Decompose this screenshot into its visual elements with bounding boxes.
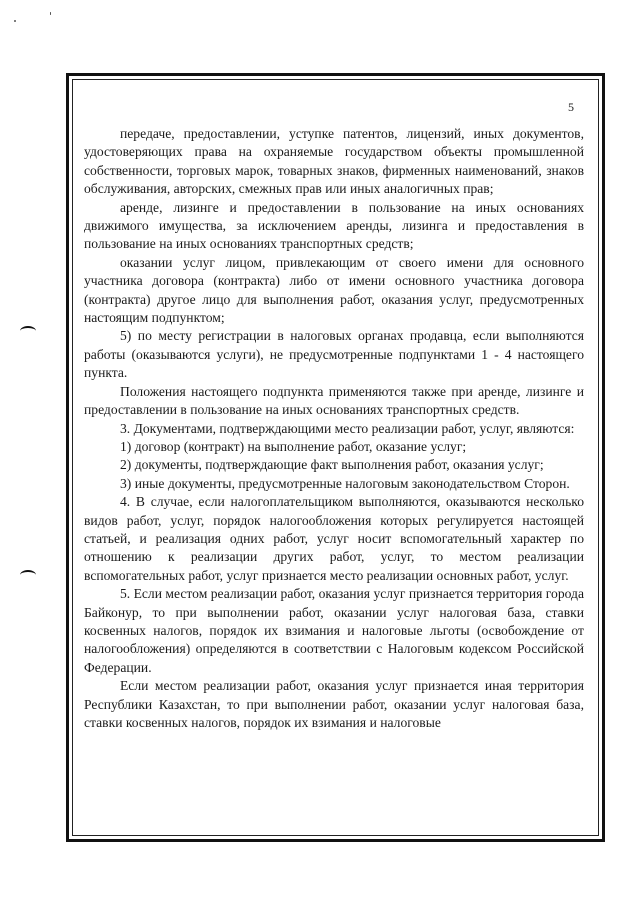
scan-mark-top <box>20 326 36 336</box>
paragraph: 3) иные документы, предусмотренные налоговым законодательством Сторон. <box>120 475 570 491</box>
paragraph: оказании услуг лицом, привлекающим от своего имени для основного участника договора (контракта) либо от имени основного участника договора (контракта) другое лицо для выполнения работ, оказания услуг, предусмотренных настоящим подпунктом; <box>84 254 584 326</box>
paragraph: 3. Документами, подтверждающими место реализации работ, услуг, являются: <box>120 420 575 436</box>
document-body <box>84 125 584 732</box>
paragraph: 2) документы, подтверждающие факт выполнения работ, оказания услуг; <box>120 457 544 473</box>
paragraph: Положения настоящего подпункта применяются также при аренде, лизинге и предоставлении в пользование на иных основаниях транспортных средств. <box>84 383 584 418</box>
paragraph: 1) договор (контракт) на выполнение работ, оказание услуг; <box>120 438 467 454</box>
paragraph: Если местом реализации работ, оказания услуг признается иная территория Республики Казахстан, то при выполнении работ, оказании услуг налоговая база, ставки косвенных налогов, порядок их взимания и налоговые <box>84 678 584 730</box>
page-number: 5 <box>568 100 574 114</box>
scan-speck <box>14 20 16 22</box>
paragraph: аренде, лизинге и предоставлении в пользование на иных основаниях движимого имущества, за исключением аренды, лизинга и предоставления в пользование на иных основаниях транспортных средств; <box>84 199 584 252</box>
scan-speck <box>50 12 51 15</box>
paragraph: 4. В случае, если налогоплательщиком выполняются, оказываются несколько видов работ, услуг, порядок налогообложения которых регулируется настоящей статьей, и реализация одних работ, услуг носит вспомогательный характер по отношению к реализации других работ, услуг, то местом реализации вспомогательных работ, услуг признается место реализации основных работ, услуг. <box>84 494 584 583</box>
paragraph: 5. Если местом реализации работ, оказания услуг признается территория города Байконур, то при выполнении работ, оказании услуг налоговая база, ставки косвенных налогов, порядок их взимания и налоговые льготы (освобождение от налогообложения) определяются в соответствии с Налоговым кодексом Российской Федерации. <box>84 586 584 675</box>
scan-mark-bottom <box>20 570 36 580</box>
paragraph: 5) по месту регистрации в налоговых органах продавца, если выполняются работы (оказываются услуги), не предусмотренные подпунктами 1 - 4 настоящего пункта. <box>84 328 584 381</box>
paragraph: передаче, предоставлении, уступке патентов, лицензий, иных документов, удостоверяющих права на охраняемые государством объекты промышленной собственности, торговых марок, товарных знаков, фирменных наименований, знаков обслуживания, авторских, смежных прав или иных аналогичных прав; <box>84 126 584 197</box>
